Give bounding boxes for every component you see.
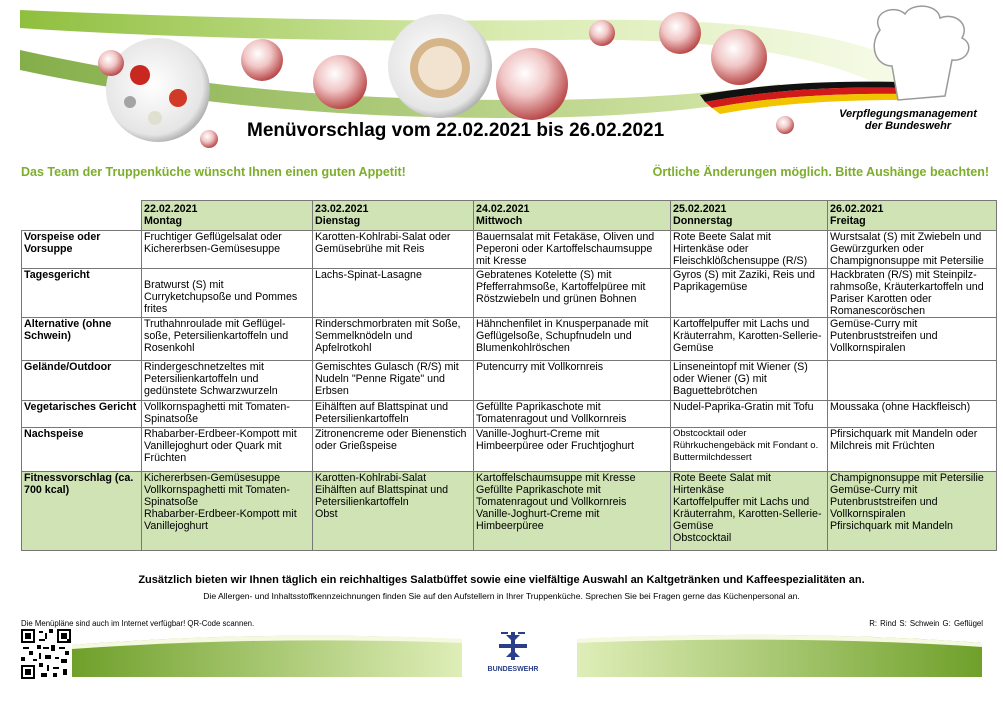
day-name: Montag [144,215,182,227]
brand-line-1: Verpflegungsmanagement [839,108,977,120]
brand-label [828,108,988,132]
table-row [22,231,997,269]
day-name: Freitag [830,215,866,227]
menu-cell: Vanille-Joghurt-Creme mit Himbeerpüree oder Fruchtjoghurt [474,428,671,472]
fitness-item: Obstcocktail [673,532,732,544]
menu-cell: Gemischtes Gulasch (R/S) mit Nudeln "Penne Rigate" und Erbsen [313,361,474,401]
menu-cell: Lachs-Spinat-Lasagne [313,269,474,318]
menu-cell: Pfirsichquark mit Mandeln oder Milchreis mit Früchten [828,428,997,472]
day-date: 25.02.2021 [673,203,727,215]
menu-cell: Nudel-Paprika-Gratin mit Tofu [671,401,828,428]
page-header [0,0,1003,160]
menu-cell [474,472,671,551]
menu-cell: Hackbraten (R/S) mit Steinpilz-rahmsoße, Kräuterkartoffeln und Pariser Karotten oder Romanescoröschen [828,269,997,318]
menu-cell: Fruchtiger Geflügelsalat oder Kichererbsen-Gemüsesuppe [142,231,313,269]
menu-cell: Eihälften auf Blattspinat und Petersilienkartoffeln [313,401,474,428]
row-label: Vorspeise oder Vorsuppe [22,231,142,269]
menu-cell: Linseneintopf mit Wiener (S) oder Wiener (G) mit Baguettebrötchen [671,361,828,401]
row-label: Nachspeise [22,428,142,472]
table-row [22,472,997,551]
menu-cell: Rindergeschnetzeltes mit Petersilienkartoffeln und gedünstete Schwarzwurzeln [142,361,313,401]
fitness-item: Kartoffelpuffer mit Lachs und Kräuterrahm, Karotten-Sellerie-Gemüse [673,496,822,532]
day-date: 26.02.2021 [830,203,884,215]
menu-table [21,200,997,551]
menu-cell: Wurstsalat (S) mit Zwiebeln und Gewürzgurken oder Champignonsuppe mit Petersilie [828,231,997,269]
day-name: Dienstag [315,215,361,227]
day-header [313,201,474,231]
fitness-item: Karotten-Kohlrabi-Salat [315,472,427,484]
table-row [22,318,997,361]
menu-cell: Truthahnroulade mit Geflügel-soße, Petersilienkartoffeln und Rosenkohl [142,318,313,361]
row-label: Vegetarisches Gericht [22,401,142,428]
fitness-item: Eihälften auf Blattspinat und Petersilienkartoffeln [315,484,449,508]
salad-note: Zusätzlich bieten wir Ihnen täglich ein reichhaltiges Salatbüffet sowie eine vielfältige Auswahl an Kaltgetränken und Kaffeespezialitäten an. [138,574,865,586]
row-label: Tagesgericht [22,269,142,318]
fitness-item: Rhabarber-Erdbeer-Kompott mit Vanillejoghurt [144,508,297,532]
menu-cell: Kartoffelpuffer mit Lachs und Kräuterrahm, Karotten-Sellerie-Gemüse [671,318,828,361]
menu-cell: Bratwurst (S) mit Curryketchupsoße und Pommes frites [142,269,313,318]
fitness-item: Obst [315,508,338,520]
page-title: Menüvorschlag vom 22.02.2021 bis 26.02.2021 [247,120,665,141]
menu-cell: Vollkornspaghetti mit Tomaten-Spinatsoße [142,401,313,428]
fitness-item: Rote Beete Salat mit Hirtenkäse [673,472,772,496]
menu-cell: Gyros (S) mit Zaziki, Reis und Paprikagemüse [671,269,828,318]
table-row [22,361,997,401]
fitness-item: Gemüse-Curry mit Putenbruststreifen und Vollkornspiralen [830,484,938,520]
menu-cell: Gefüllte Paprikaschote mit Tomatenragout und Vollkornreis [474,401,671,428]
menu-cell [313,472,474,551]
day-header [828,201,997,231]
qr-code-icon[interactable] [21,629,71,679]
menu-cell [828,472,997,551]
bundeswehr-logo [483,632,543,680]
menu-cell: Zitronencreme oder Bienenstich oder Grießspeise [313,428,474,472]
menu-cell: Rhabarber-Erdbeer-Kompott mit Vanillejoghurt oder Quark mit Früchten [142,428,313,472]
fitness-item: Vollkornspaghetti mit Tomaten-Spinatsoße [144,484,290,508]
fitness-item: Gefüllte Paprikaschote mit Tomatenragout und Vollkornreis [476,484,627,508]
menu-cell: Rote Beete Salat mit Hirtenkäse oder Fleischklößchensuppe (R/S) [671,231,828,269]
allergen-note: Die Allergen- und Inhaltsstoffkennzeichnungen finden Sie auf den Aufstellern in Ihrer Truppenküche. Sprechen Sie bei Fragen gerne das Küchenpersonal an. [203,591,800,601]
greeting-text: Das Team der Truppenküche wünscht Ihnen einen guten Appetit! [21,165,406,179]
menu-cell: Gemüse-Curry mit Putenbruststreifen und Vollkornspiralen [828,318,997,361]
day-date: 22.02.2021 [144,203,198,215]
fitness-item: Kichererbsen-Gemüsesuppe [144,472,281,484]
brand-line-2: der Bundeswehr [864,120,952,132]
day-header [671,201,828,231]
day-date: 23.02.2021 [315,203,369,215]
table-row [22,428,997,472]
fitness-item: Kartoffelschaumsuppe mit Kresse [476,472,636,484]
day-name: Donnerstag [673,215,733,227]
row-label: Fitnessvorschlag (ca. 700 kcal) [22,472,142,551]
fitness-item: Vanille-Joghurt-Creme mit Himbeerpüree [476,508,600,532]
day-name: Mittwoch [476,215,523,227]
table-row [22,401,997,428]
table-row [22,269,997,318]
table-corner [22,201,142,231]
menu-cell: Obstcocktail oder Rührkuchengebäck mit Fondant o. Buttermilchdessert [671,428,828,472]
fitness-item: Champignonsuppe mit Petersilie [830,472,984,484]
table-header-row [22,201,997,231]
menu-cell: Rinderschmorbraten mit Soße, Semmelknödeln und Apfelrotkohl [313,318,474,361]
row-label: Alternative (ohne Schwein) [22,318,142,361]
day-date: 24.02.2021 [476,203,530,215]
notice-text: Örtliche Änderungen möglich. Bitte Aushänge beachten! [652,165,989,179]
day-header [142,201,313,231]
day-header [474,201,671,231]
menu-cell: Putencurry mit Vollkornreis [474,361,671,401]
menu-cell: Moussaka (ohne Hackfleisch) [828,401,997,428]
row-label: Gelände/Outdoor [22,361,142,401]
menu-cell: Karotten-Kohlrabi-Salat oder Gemüsebrühe mit Reis [313,231,474,269]
meat-legend: R: Rind S: Schwein G: Geflügel [869,619,983,628]
menu-cell [828,361,997,401]
fitness-item: Pfirsichquark mit Mandeln [830,520,953,532]
bundeswehr-cross-icon [498,632,528,660]
qr-note: Die Menüpläne sind auch im Internet verfügbar! QR-Code scannen. [21,619,255,628]
menu-cell: Bauernsalat mit Fetakäse, Oliven und Peperoni oder Kartoffelschaumsuppe mit Kresse [474,231,671,269]
menu-cell: Gebratenes Kotelette (S) mit Pfefferrahmsoße, Kartoffelpüree mit Röstzwiebeln und grünen Bohnen [474,269,671,318]
menu-cell [671,472,828,551]
menu-cell: Hähnchenfilet in Knusperpanade mit Geflügelsoße, Schupfnudeln und Blumenkohlröschen [474,318,671,361]
bundeswehr-label: BUNDESWEHR [487,666,539,673]
menu-cell [142,472,313,551]
